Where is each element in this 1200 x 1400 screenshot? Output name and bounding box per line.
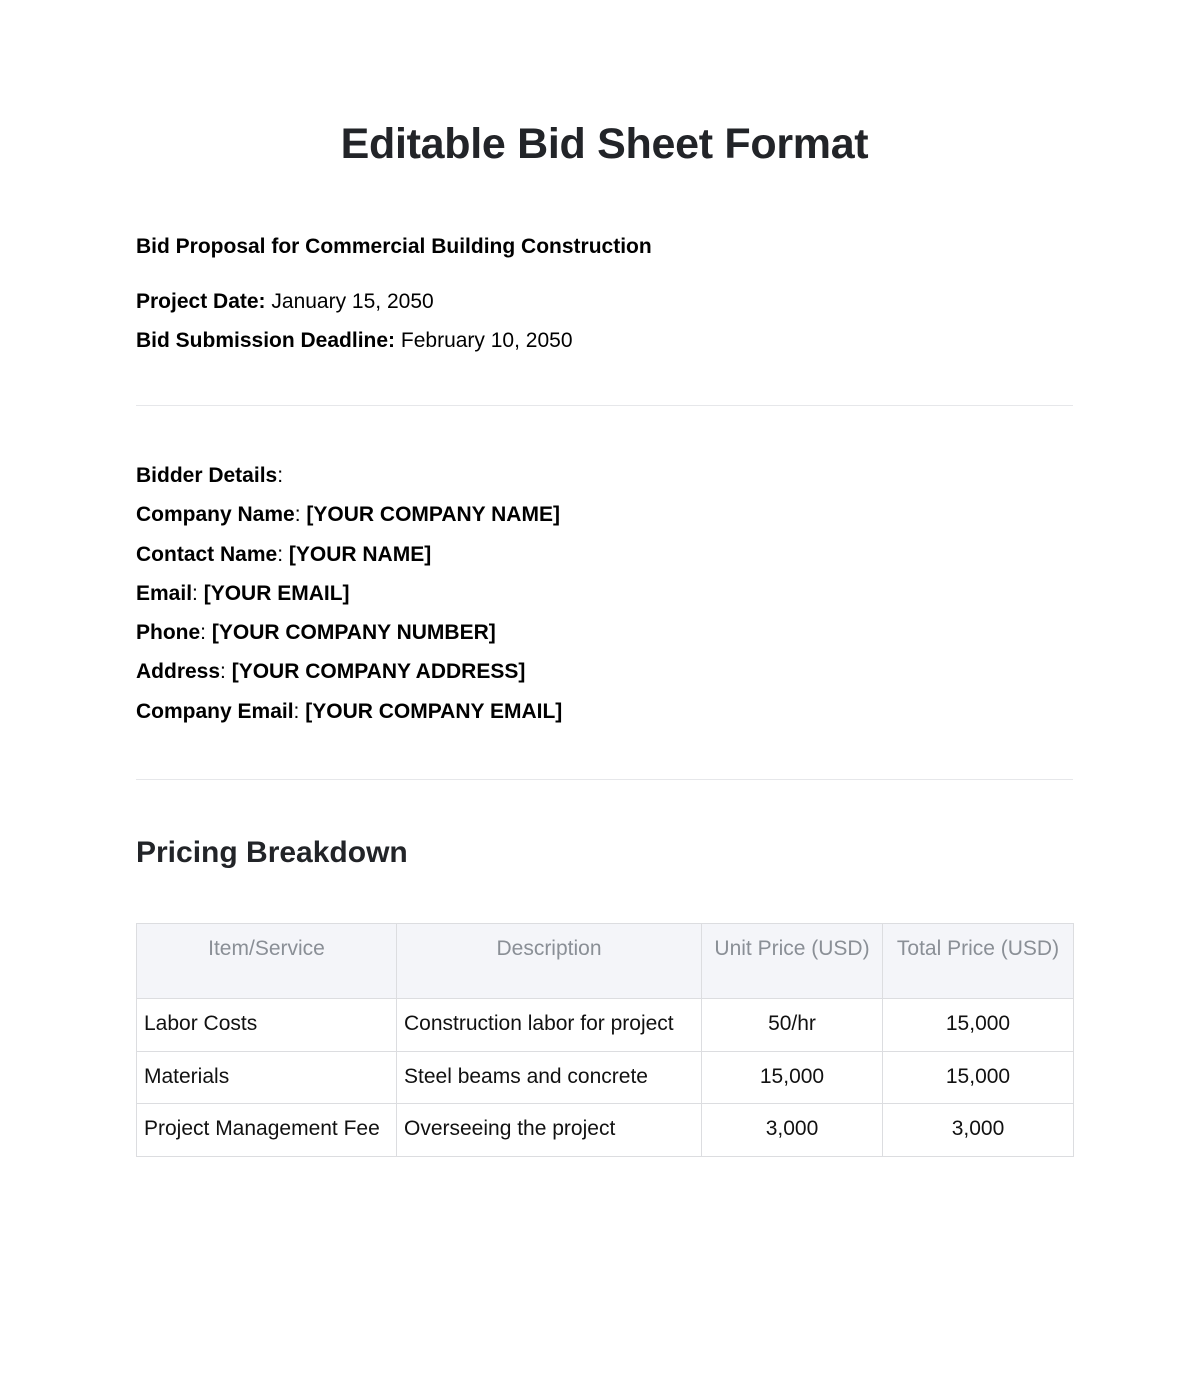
phone-label: Phone [136, 621, 201, 645]
column-header-description: Description [397, 924, 702, 999]
bidder-heading: Bidder Details: [136, 464, 284, 487]
submission-deadline-line: Bid Submission Deadline: February 10, 2050 [136, 329, 573, 353]
phone-line: Phone: [YOUR COMPANY NUMBER] [136, 621, 496, 645]
company-name-value: [YOUR COMPANY NAME] [306, 503, 560, 527]
bidder-details [136, 456, 562, 731]
email-value: [YOUR EMAIL] [203, 581, 350, 605]
cell-total-price: 15,000 [883, 1051, 1074, 1104]
company-email-value: [YOUR COMPANY EMAIL] [305, 699, 563, 723]
proposal-subtitle: Bid Proposal for Commercial Building Construction [136, 235, 652, 258]
table-row [137, 999, 1074, 1052]
cell-total-price: 15,000 [883, 999, 1074, 1052]
section-divider [136, 779, 1073, 780]
address-line: Address: [YOUR COMPANY ADDRESS] [136, 660, 526, 684]
email-line: Email: [YOUR EMAIL] [136, 581, 350, 605]
contact-name-value: [YOUR NAME] [288, 542, 432, 566]
project-date-label: Project Date [136, 290, 259, 313]
cell-description: Steel beams and concrete [397, 1051, 702, 1104]
cell-unit-price: 50/hr [702, 999, 883, 1052]
cell-description: Overseeing the project [397, 1104, 702, 1157]
cell-unit-price: 3,000 [702, 1104, 883, 1157]
table-header-row [137, 924, 1074, 999]
contact-name-line: Contact Name: [YOUR NAME] [136, 542, 432, 566]
submission-deadline-label: Bid Submission Deadline [136, 329, 389, 353]
table-row [137, 1104, 1074, 1157]
cell-description: Construction labor for project [397, 999, 702, 1052]
cell-total-price: 3,000 [883, 1104, 1074, 1157]
project-info [136, 282, 573, 361]
phone-value: [YOUR COMPANY NUMBER] [211, 621, 496, 645]
project-date-line: Project Date: January 15, 2050 [136, 290, 434, 313]
company-name-line: Company Name: [YOUR COMPANY NAME] [136, 503, 560, 527]
address-label: Address [136, 660, 221, 684]
cell-item: Materials [137, 1051, 397, 1104]
email-label: Email [136, 581, 193, 605]
cell-item: Labor Costs [137, 999, 397, 1052]
column-header-total-price: Total Price (USD) [883, 924, 1074, 999]
company-name-label: Company Name [136, 503, 295, 527]
submission-deadline-value: February 10, 2050 [400, 329, 573, 353]
contact-name-label: Contact Name [136, 542, 278, 566]
column-header-item: Item/Service [137, 924, 397, 999]
company-email-label: Company Email [136, 699, 294, 723]
company-email-line: Company Email: [YOUR COMPANY EMAIL] [136, 699, 563, 723]
address-value: [YOUR COMPANY ADDRESS] [231, 660, 526, 684]
pricing-heading: Pricing Breakdown [136, 836, 408, 869]
section-divider [136, 405, 1073, 406]
pricing-table [136, 923, 1074, 1157]
document-title: Editable Bid Sheet Format [340, 120, 869, 168]
column-header-unit-price: Unit Price (USD) [702, 924, 883, 999]
project-date-value: January 15, 2050 [271, 290, 434, 313]
cell-unit-price: 15,000 [702, 1051, 883, 1104]
cell-item: Project Management Fee [137, 1104, 397, 1157]
table-row [137, 1051, 1074, 1104]
